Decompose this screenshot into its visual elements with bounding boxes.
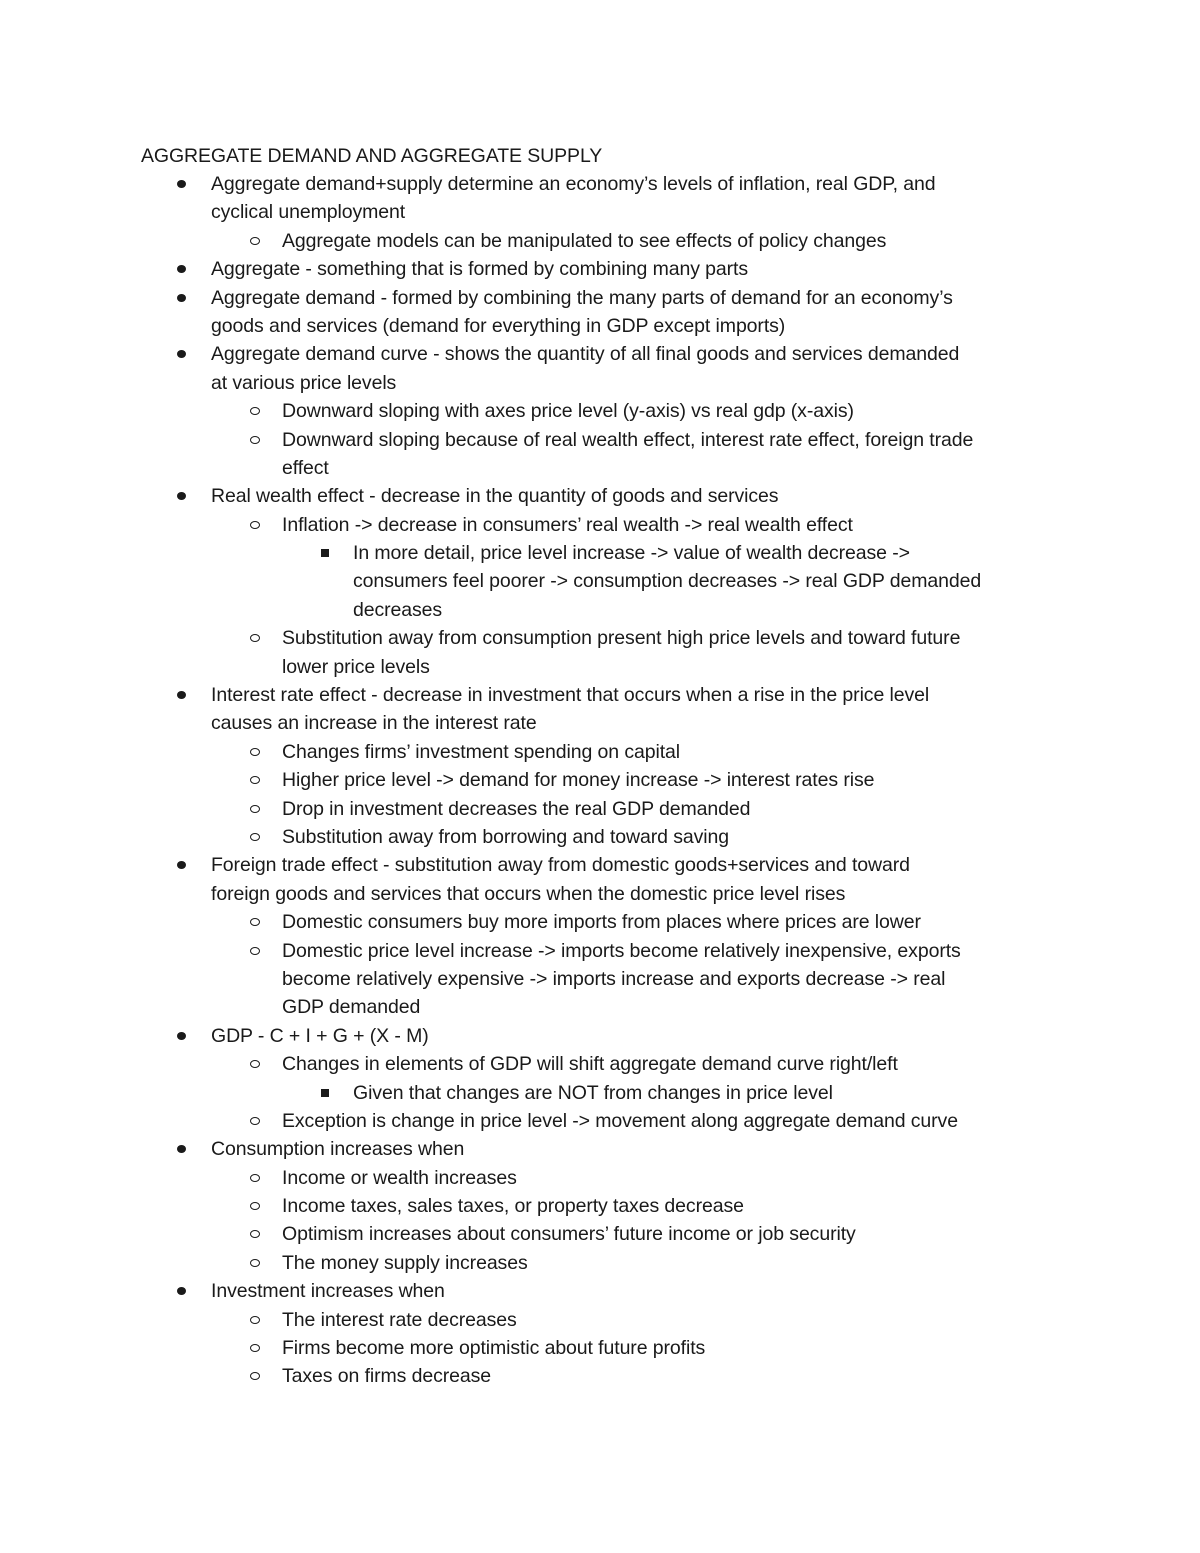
outline-line-level-1 bbox=[0, 1277, 1200, 1305]
outline-line-text: Interest rate effect - decrease in investment that occurs when a rise in the price level bbox=[211, 684, 930, 707]
outline-line-text: GDP - C + I + G + (X - M) bbox=[211, 1024, 429, 1047]
outline-line-text: causes an increase in the interest rate bbox=[211, 712, 537, 735]
outline-line-level-2 bbox=[0, 426, 1200, 454]
outline-line-level-2 bbox=[0, 1220, 1200, 1248]
outline-line-text: effect bbox=[282, 456, 329, 479]
outline-line-text: cyclical unemployment bbox=[211, 201, 406, 224]
outline-line-text: Changes in elements of GDP will shift aggregate demand curve right/left bbox=[282, 1053, 898, 1076]
disc-bullet-icon bbox=[177, 691, 186, 699]
outline-line-level-2 bbox=[0, 1192, 1200, 1220]
outline-line-level-2 bbox=[0, 1107, 1200, 1135]
outline-line-level-3 bbox=[0, 1079, 1200, 1107]
outline-line-level-2 bbox=[0, 511, 1200, 539]
square-bullet-icon bbox=[321, 549, 329, 557]
circle-bullet-icon bbox=[250, 436, 260, 444]
outline-line-level-1 bbox=[0, 482, 1200, 510]
outline-line-text: In more detail, price level increase -> value of wealth decrease -> bbox=[353, 542, 910, 565]
disc-bullet-icon bbox=[177, 1287, 186, 1295]
outline-line-text: Substitution away from consumption present high price levels and toward future bbox=[282, 627, 961, 650]
disc-bullet-icon bbox=[177, 492, 186, 500]
outline-line-text: Foreign trade effect - substitution away from domestic goods+services and toward bbox=[211, 854, 910, 877]
outline-line-text: Changes firms’ investment spending on capital bbox=[282, 740, 680, 763]
outline-line-text: at various price levels bbox=[211, 371, 397, 394]
outline-line-text: Substitution away from borrowing and toward saving bbox=[282, 825, 729, 848]
square-bullet-icon bbox=[321, 1089, 329, 1097]
circle-bullet-icon bbox=[250, 237, 260, 245]
circle-bullet-icon bbox=[250, 1117, 260, 1125]
outline-line-text: Domestic consumers buy more imports from places where prices are lower bbox=[282, 911, 921, 934]
circle-bullet-icon bbox=[250, 1259, 260, 1267]
outline-line-level-1 bbox=[0, 681, 1200, 709]
disc-bullet-icon bbox=[177, 294, 186, 302]
outline-line-text: become relatively expensive -> imports increase and exports decrease -> real bbox=[282, 967, 946, 990]
outline-line-text: Aggregate demand - formed by combining the many parts of demand for an economy’s bbox=[211, 286, 953, 309]
outline-line-text: Optimism increases about consumers’ future income or job security bbox=[282, 1223, 856, 1246]
circle-bullet-icon bbox=[250, 833, 260, 841]
outline-line-level-1 bbox=[0, 198, 1200, 226]
circle-bullet-icon bbox=[250, 1060, 260, 1068]
circle-bullet-icon bbox=[250, 1202, 260, 1210]
outline-line-level-1 bbox=[0, 1135, 1200, 1163]
outline-line-level-1 bbox=[0, 284, 1200, 312]
outline-line-level-2 bbox=[0, 1334, 1200, 1362]
circle-bullet-icon bbox=[250, 407, 260, 415]
outline-line-text: goods and services (demand for everything in GDP except imports) bbox=[211, 314, 786, 337]
circle-bullet-icon bbox=[250, 947, 260, 955]
outline-line-level-1 bbox=[0, 880, 1200, 908]
outline-line-text: Aggregate demand curve - shows the quantity of all final goods and services demanded bbox=[211, 343, 960, 366]
outline-line-level-2 bbox=[0, 937, 1200, 965]
outline-line-text: Income taxes, sales taxes, or property taxes decrease bbox=[282, 1195, 744, 1218]
document-title: AGGREGATE DEMAND AND AGGREGATE SUPPLY bbox=[141, 145, 603, 167]
circle-bullet-icon bbox=[250, 918, 260, 926]
outline-line-level-2 bbox=[0, 908, 1200, 936]
outline-line-text: The interest rate decreases bbox=[282, 1308, 517, 1331]
outline-line-level-2 bbox=[0, 1050, 1200, 1078]
outline-line-text: Inflation -> decrease in consumers’ real wealth -> real wealth effect bbox=[282, 513, 853, 536]
outline-line-text: Real wealth effect - decrease in the quantity of goods and services bbox=[211, 485, 779, 508]
outline-line-text: Drop in investment decreases the real GDP demanded bbox=[282, 797, 751, 820]
outline-line-text: foreign goods and services that occurs when the domestic price level rises bbox=[211, 882, 846, 905]
outline-line-text: Aggregate - something that is formed by combining many parts bbox=[211, 258, 749, 281]
outline-line-level-3 bbox=[0, 596, 1200, 624]
outline-line-text: Firms become more optimistic about future profits bbox=[282, 1337, 706, 1360]
outline-line-level-1 bbox=[0, 255, 1200, 283]
circle-bullet-icon bbox=[250, 1174, 260, 1182]
circle-bullet-icon bbox=[250, 1230, 260, 1238]
outline-line-level-2 bbox=[0, 1249, 1200, 1277]
disc-bullet-icon bbox=[177, 1032, 186, 1040]
outline-line-text: Downward sloping because of real wealth effect, interest rate effect, foreign trade bbox=[282, 428, 974, 451]
outline-line-level-2 bbox=[0, 227, 1200, 255]
outline-line-level-1 bbox=[0, 170, 1200, 198]
circle-bullet-icon bbox=[250, 1344, 260, 1352]
outline-line-level-3 bbox=[0, 567, 1200, 595]
outline-line-level-2 bbox=[0, 1164, 1200, 1192]
outline-line-text: Investment increases when bbox=[211, 1280, 445, 1303]
circle-bullet-icon bbox=[250, 521, 260, 529]
outline-line-level-2 bbox=[0, 766, 1200, 794]
circle-bullet-icon bbox=[250, 748, 260, 756]
outline-line-text: Aggregate models can be manipulated to see effects of policy changes bbox=[282, 229, 887, 252]
outline-line-level-2 bbox=[0, 397, 1200, 425]
bullet-outline bbox=[0, 170, 1200, 1391]
outline-line-text: Higher price level -> demand for money increase -> interest rates rise bbox=[282, 769, 875, 792]
outline-line-text: Consumption increases when bbox=[211, 1138, 465, 1161]
outline-line-text: GDP demanded bbox=[282, 996, 421, 1019]
outline-line-text: The money supply increases bbox=[282, 1251, 528, 1274]
circle-bullet-icon bbox=[250, 1372, 260, 1380]
disc-bullet-icon bbox=[177, 265, 186, 273]
disc-bullet-icon bbox=[177, 1145, 186, 1153]
circle-bullet-icon bbox=[250, 1316, 260, 1324]
outline-line-level-2 bbox=[0, 454, 1200, 482]
outline-line-level-3 bbox=[0, 539, 1200, 567]
outline-line-text: consumers feel poorer -> consumption decreases -> real GDP demanded bbox=[353, 570, 982, 593]
disc-bullet-icon bbox=[177, 350, 186, 358]
outline-line-level-2 bbox=[0, 1306, 1200, 1334]
circle-bullet-icon bbox=[250, 805, 260, 813]
outline-line-level-1 bbox=[0, 709, 1200, 737]
outline-line-text: Downward sloping with axes price level (y-axis) vs real gdp (x-axis) bbox=[282, 400, 854, 423]
outline-line-level-1 bbox=[0, 369, 1200, 397]
circle-bullet-icon bbox=[250, 776, 260, 784]
outline-line-level-2 bbox=[0, 653, 1200, 681]
outline-line-level-2 bbox=[0, 1362, 1200, 1390]
outline-line-level-2 bbox=[0, 965, 1200, 993]
circle-bullet-icon bbox=[250, 634, 260, 642]
outline-line-text: lower price levels bbox=[282, 655, 430, 678]
outline-line-level-1 bbox=[0, 312, 1200, 340]
outline-line-text: Domestic price level increase -> imports become relatively inexpensive, exports bbox=[282, 939, 961, 962]
outline-line-level-1 bbox=[0, 851, 1200, 879]
outline-line-level-1 bbox=[0, 1022, 1200, 1050]
outline-line-text: decreases bbox=[353, 598, 443, 621]
disc-bullet-icon bbox=[177, 861, 186, 869]
outline-line-level-1 bbox=[0, 340, 1200, 368]
outline-line-level-2 bbox=[0, 993, 1200, 1021]
outline-line-text: Given that changes are NOT from changes in price level bbox=[353, 1081, 833, 1104]
outline-line-text: Exception is change in price level -> movement along aggregate demand curve bbox=[282, 1109, 958, 1132]
outline-line-text: Aggregate demand+supply determine an economy’s levels of inflation, real GDP, and bbox=[211, 173, 936, 195]
outline-line-level-2 bbox=[0, 624, 1200, 652]
outline-line-text: Income or wealth increases bbox=[282, 1166, 517, 1189]
outline-line-level-2 bbox=[0, 795, 1200, 823]
outline-line-level-2 bbox=[0, 823, 1200, 851]
outline-line-level-2 bbox=[0, 738, 1200, 766]
outline-line-text: Taxes on firms decrease bbox=[282, 1365, 492, 1388]
disc-bullet-icon bbox=[177, 180, 186, 188]
